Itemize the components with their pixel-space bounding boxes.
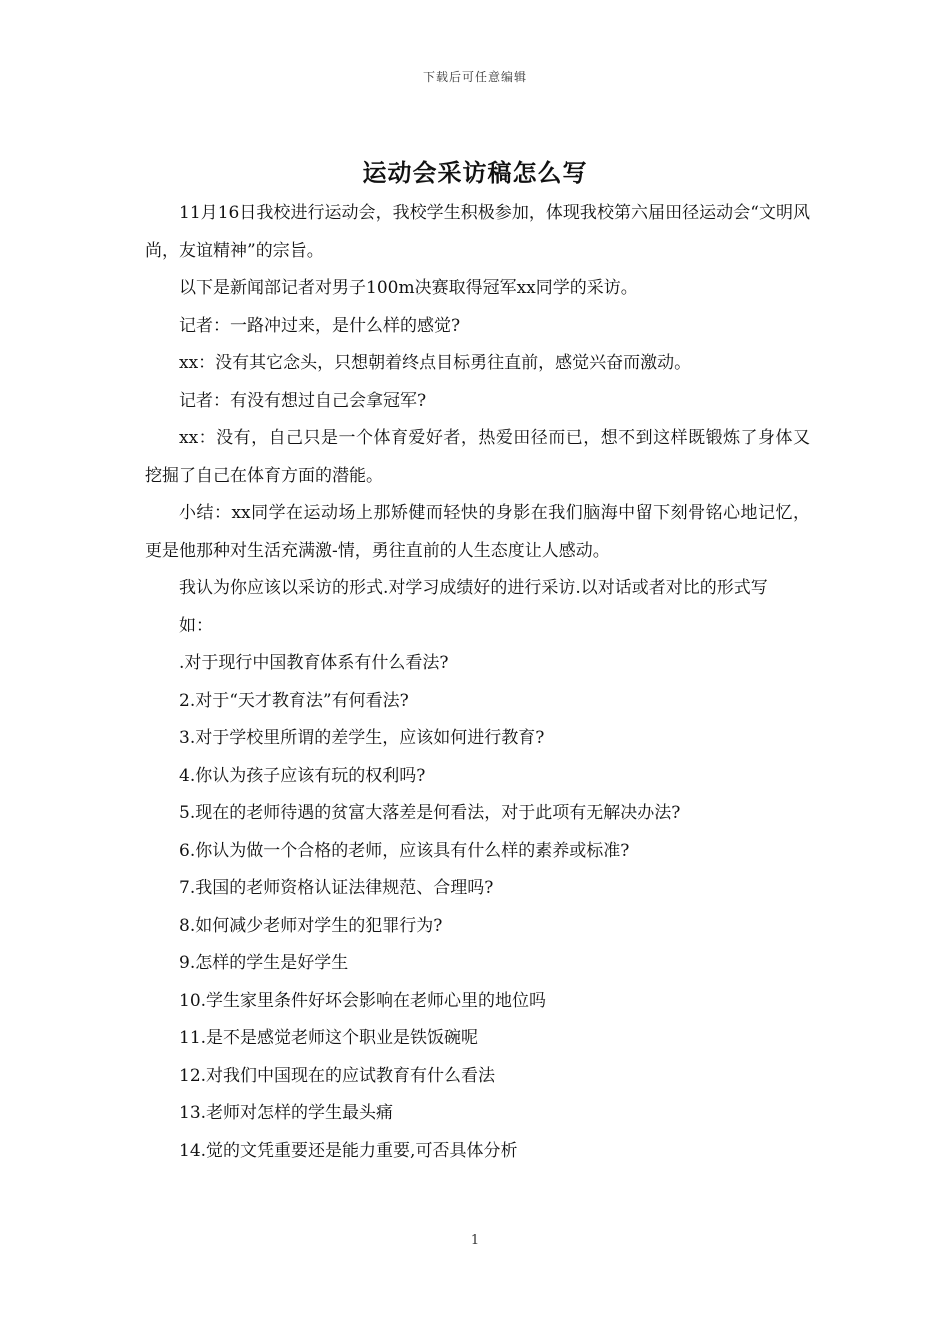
document-title: 运动会采访稿怎么写 [362,158,588,187]
question-list [145,645,810,1170]
question-item: 11.是不是感觉老师这个职业是铁饭碗呢 [179,1028,479,1048]
question-item: 8.如何减少老师对学生的犯罪行为? [179,915,443,936]
paragraph: 如： [179,615,213,636]
question-item: 7.我国的老师资格认证法律规范、合理吗? [179,878,494,898]
question-item: 2.对于“天才教育法”有何看法? [179,690,409,711]
paragraph: 我认为你应该以采访的形式.对学习成绩好的进行采访.以对话或者对比的形式写 [179,578,768,598]
question-item: 9.怎样的学生是好学生 [179,953,349,973]
question-item: 10.学生家里条件好坏会影响在老师心里的地位吗 [179,990,547,1011]
paragraph: 以下是新闻部记者对男子100m决赛取得冠军xx同学的采访。 [179,278,638,298]
question-item: 12.对我们中国现在的应试教育有什么看法 [179,1065,496,1086]
paragraph: 记者：一路冲过来，是什么样的感觉? [179,315,461,336]
document-body [145,195,810,1170]
question-item: 5.现在的老师待遇的贫富大落差是何看法，对于此项有无解决办法? [179,803,681,823]
page-number: 1 [470,1233,480,1248]
question-item: 4.你认为孩子应该有玩的权利吗? [179,765,426,786]
paragraph: 11月16日我校进行运动会，我校学生积极参加，体现我校第六届田径运动会“文明风尚，友谊精神”的宗旨。 [145,203,810,261]
question-item: 13.老师对怎样的学生最头痛 [179,1103,394,1123]
paragraph: 小结：xx同学在运动场上那矫健而轻快的身影在我们脑海中留下刻骨铭心地记忆，更是他那种对生活充满激-情，勇往直前的人生态度让人感动。 [145,503,810,561]
question-item: .对于现行中国教育体系有什么看法? [179,653,449,673]
question-item: 3.对于学校里所谓的差学生，应该如何进行教育? [179,728,545,748]
paragraph: xx：没有其它念头，只想朝着终点目标勇往直前，感觉兴奋而激动。 [179,353,692,373]
header-note: 下载后可任意编辑 [422,70,527,84]
paragraph: 记者：有没有想过自己会拿冠军? [179,390,427,411]
paragraph: xx：没有，自己只是一个体育爱好者，热爱田径而已，想不到这样既锻炼了身体又挖掘了自己在体育方面的潜能。 [145,428,810,486]
question-item: 6.你认为做一个合格的老师，应该具有什么样的素养或标准? [179,840,630,861]
question-item: 14.觉的文凭重要还是能力重要,可否具体分析 [179,1140,518,1161]
